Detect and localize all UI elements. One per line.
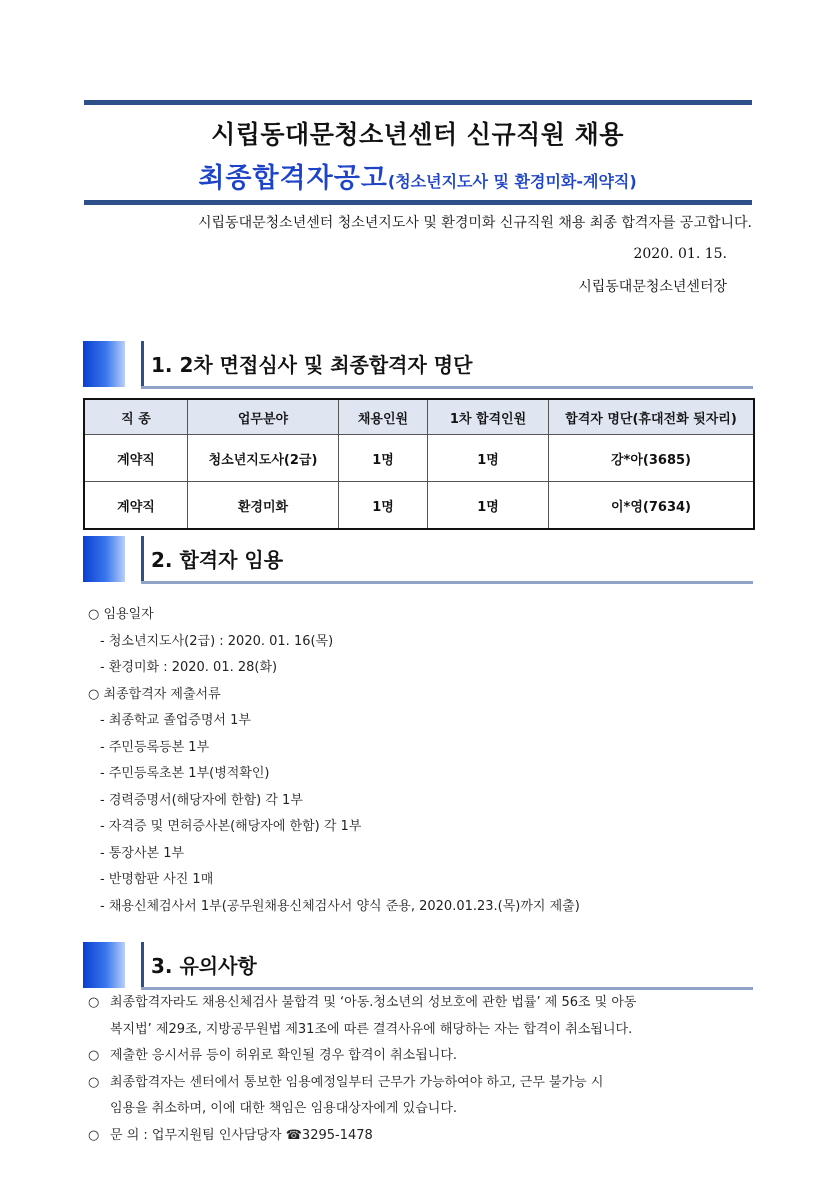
section-3-title: 3. 유의사항	[151, 954, 257, 978]
list-item: - 경력증명서(해당자에 한함) 각 1부	[100, 792, 303, 808]
subtitle-main: 최종합격자공고	[198, 163, 388, 194]
section-2-title: 2. 합격자 임용	[151, 548, 284, 572]
list-item: - 주민등록등본 1부	[100, 739, 210, 755]
section-marker-icon	[83, 341, 125, 387]
header-work-field: 업무분야	[188, 399, 339, 435]
list-item: ○ 최종합격자라도 채용신체검사 불합격 및 ‘아동.청소년의 성보호에 관한 법률’ 제 56조 및 아동	[88, 990, 756, 1017]
title-divider	[84, 200, 752, 205]
heading-vertical-rule	[141, 942, 144, 988]
list-item: ○ 최종합격자 제출서류	[88, 686, 221, 702]
header-job-type: 직 종	[84, 399, 188, 435]
circle-bullet-icon: ○	[88, 1074, 100, 1090]
cell-work-field: 청소년지도사(2급)	[188, 435, 339, 482]
list-item: ○ 최종합격자는 센터에서 통보한 임용예정일부터 근무가 가능하여야 하고, 근무 불가능 시	[88, 1070, 756, 1097]
page-subtitle	[0, 156, 835, 195]
header-passer-list: 합격자 명단(휴대전화 뒷자리)	[549, 399, 755, 435]
list-item: - 채용신체검사서 1부(공무원채용신체검사서 양식 준용, 2020.01.23.(목)까지 제출)	[100, 898, 580, 914]
list-item: - 청소년지도사(2급) : 2020. 01. 16(목)	[100, 633, 334, 649]
list-item: 복지법’ 제29조, 지방공무원법 제31조에 따른 결격사유에 해당하는 자는 합격이 취소됩니다.	[110, 1021, 633, 1037]
contact-line: ○ 문 의 : 업무지원팀 인사담당자 ☎3295-1478	[88, 1123, 756, 1150]
list-item: - 통장사본 1부	[100, 845, 185, 861]
cell-hiring-count: 1명	[339, 435, 428, 482]
list-item: - 자격증 및 면허증사본(해당자에 한함) 각 1부	[100, 819, 362, 834]
top-divider	[84, 100, 752, 105]
list-item: - 주민등록초본 1부(병적확인)	[100, 766, 270, 781]
cell-first-pass-count: 1명	[428, 482, 549, 530]
subtitle-detail: (청소년지도사 및 환경미화-계약직)	[387, 172, 637, 191]
cell-first-pass-count: 1명	[428, 435, 549, 482]
section-1-title: 1. 2차 면접심사 및 최종합격자 명단	[151, 353, 473, 377]
circle-bullet-icon: ○	[88, 1127, 100, 1143]
section-marker-icon	[83, 942, 125, 988]
cell-job-type: 계약직	[84, 482, 188, 530]
section-marker-icon	[83, 536, 125, 582]
heading-vertical-rule	[141, 536, 144, 582]
notice-list	[88, 990, 756, 1149]
page-title: 시립동대문청소년센터 신규직원 채용	[211, 120, 624, 149]
table-header-row	[84, 399, 754, 435]
cell-job-type: 계약직	[84, 435, 188, 482]
list-item: 임용을 취소하며, 이에 대한 책임은 임용대상자에게 있습니다.	[110, 1101, 458, 1116]
heading-underline	[141, 386, 753, 389]
circle-bullet-icon: ○	[88, 1048, 100, 1063]
table-row	[84, 435, 754, 482]
section-1-heading	[83, 341, 753, 389]
section-3-heading	[83, 942, 753, 990]
list-item: ○ 임용일자	[88, 607, 154, 622]
intro-text: 시립동대문청소년센터 청소년지도사 및 환경미화 신규직원 채용 최종 합격자를 공고합니다.	[198, 215, 752, 231]
list-item: - 환경미화 : 2020. 01. 28(화)	[100, 660, 278, 675]
final-results-table	[83, 398, 755, 530]
cell-work-field: 환경미화	[188, 482, 339, 530]
notice-date: 2020. 01. 15.	[633, 246, 727, 262]
header-first-pass-count: 1차 합격인원	[428, 399, 549, 435]
table-row	[84, 482, 754, 530]
cell-passer: 강*아(3685)	[549, 435, 755, 482]
list-item: ○ 제출한 응시서류 등이 허위로 확인될 경우 합격이 취소됩니다.	[88, 1043, 756, 1070]
notice-signer: 시립동대문청소년센터장	[578, 279, 727, 295]
list-item: - 최종학교 졸업증명서 1부	[100, 713, 251, 728]
header-hiring-count: 채용인원	[339, 399, 428, 435]
heading-vertical-rule	[141, 341, 144, 387]
circle-bullet-icon: ○	[88, 995, 100, 1010]
section-2-heading	[83, 536, 753, 584]
heading-underline	[141, 581, 753, 584]
cell-passer: 이*영(7634)	[549, 482, 755, 530]
cell-hiring-count: 1명	[339, 482, 428, 530]
list-item: - 반명함판 사진 1매	[100, 872, 214, 887]
appointment-details	[88, 602, 580, 920]
